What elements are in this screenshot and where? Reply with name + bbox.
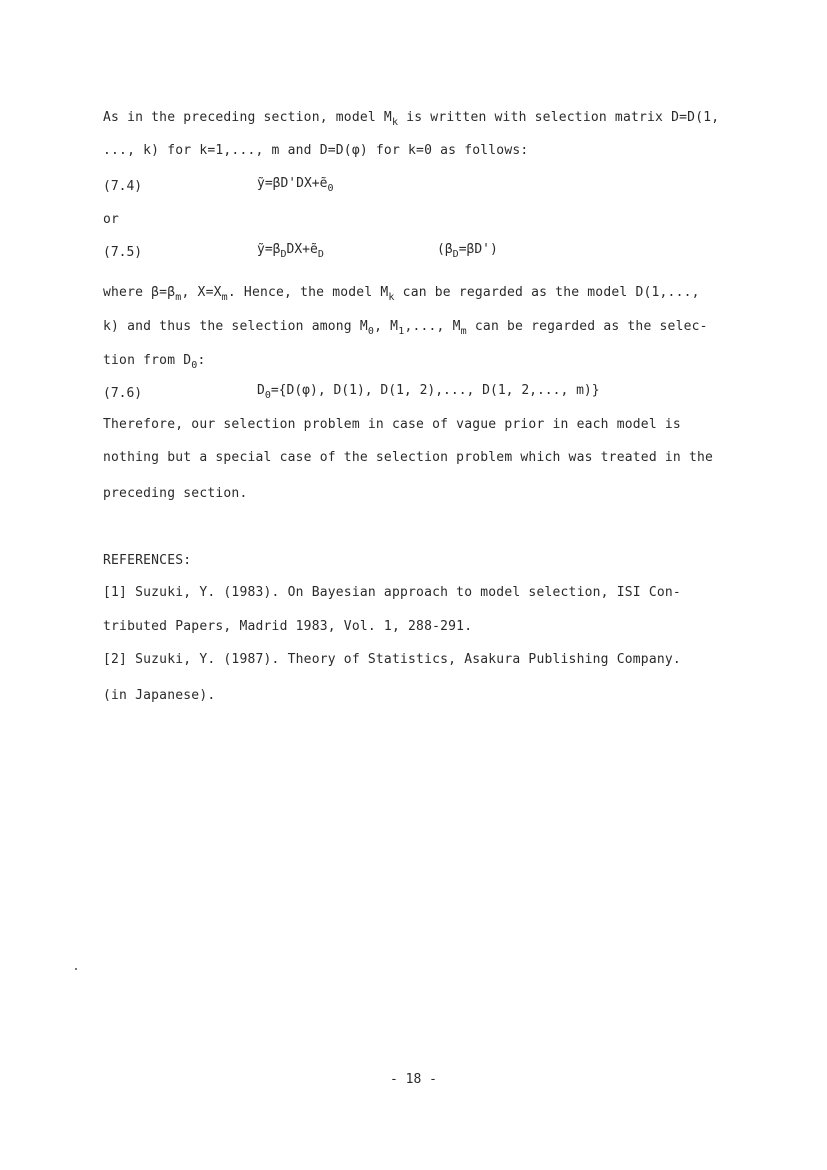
paragraph-line bbox=[103, 319, 708, 335]
scan-speck bbox=[75, 968, 77, 970]
paragraph-line: preceding section. bbox=[103, 486, 248, 501]
paragraph-line: ..., k) for k=1,..., m and D=D(φ) for k=0 as follows: bbox=[103, 143, 529, 158]
text-span: , X=X bbox=[181, 285, 222, 300]
paragraph-line: Therefore, our selection problem in case of vague prior in each model is bbox=[103, 417, 681, 432]
equation-text: =βD') bbox=[458, 242, 498, 257]
equation-number: (7.6) bbox=[103, 386, 143, 401]
text-span: ,..., M bbox=[404, 319, 461, 334]
subscript: 0 bbox=[367, 326, 375, 337]
text-span: k) and thus the selection among M bbox=[103, 319, 368, 334]
text-span: , M bbox=[374, 319, 399, 334]
text-span: tion from D bbox=[103, 353, 192, 368]
subscript: 0 bbox=[191, 360, 198, 371]
text-span: . Hence, the model M bbox=[227, 285, 389, 300]
equation-text: ={D(φ), D(1), D(1, 2),..., D(1, 2,..., m)} bbox=[270, 383, 600, 398]
equation-text: ỹ=βD'DX+ẽ bbox=[257, 176, 328, 191]
paragraph-line bbox=[103, 353, 206, 369]
text-span: As in the preceding section, model M bbox=[103, 110, 392, 125]
references-heading: REFERENCES: bbox=[103, 553, 192, 568]
paragraph-line: nothing but a special case of the selection problem which was treated in the bbox=[103, 450, 714, 465]
connector-word: or bbox=[103, 212, 120, 227]
equation-7-6 bbox=[257, 383, 600, 399]
equation-text: DX+ẽ bbox=[286, 242, 318, 257]
reference-entry: (in Japanese). bbox=[103, 688, 216, 703]
page-number: - 18 - bbox=[390, 1072, 437, 1087]
subscript: D bbox=[317, 249, 324, 260]
subscript: m bbox=[460, 326, 467, 337]
paragraph-line bbox=[103, 285, 700, 301]
subscript: 0 bbox=[327, 183, 334, 194]
subscript: k bbox=[388, 292, 395, 303]
subscript: m bbox=[175, 292, 182, 303]
paragraph-line bbox=[103, 110, 719, 126]
equation-text: (β bbox=[437, 242, 453, 257]
equation-7-5 bbox=[257, 242, 324, 258]
subscript: 0 bbox=[264, 390, 271, 401]
subscript: D bbox=[452, 249, 459, 260]
equation-text: D bbox=[257, 383, 265, 398]
subscript: m bbox=[221, 292, 228, 303]
text-span: : bbox=[197, 353, 206, 368]
reference-entry: [1] Suzuki, Y. (1983). On Bayesian approach to model selection, ISI Con- bbox=[103, 585, 681, 600]
text-span: can be regarded as the selec- bbox=[466, 319, 708, 334]
text-span: is written with selection matrix D=D(1, bbox=[398, 110, 720, 125]
equation-note bbox=[437, 242, 498, 258]
reference-entry: [2] Suzuki, Y. (1987). Theory of Statistics, Asakura Publishing Company. bbox=[103, 652, 681, 667]
equation-number: (7.4) bbox=[103, 179, 143, 194]
equation-text: ỹ=β bbox=[257, 242, 281, 257]
reference-entry: tributed Papers, Madrid 1983, Vol. 1, 288-291. bbox=[103, 619, 473, 634]
subscript: 1 bbox=[398, 326, 405, 337]
equation-7-4 bbox=[257, 176, 333, 192]
text-span: where β=β bbox=[103, 285, 176, 300]
equation-number: (7.5) bbox=[103, 245, 143, 260]
subscript: D bbox=[280, 249, 287, 260]
text-span: can be regarded as the model D(1,..., bbox=[394, 285, 700, 300]
subscript: k bbox=[391, 117, 399, 128]
